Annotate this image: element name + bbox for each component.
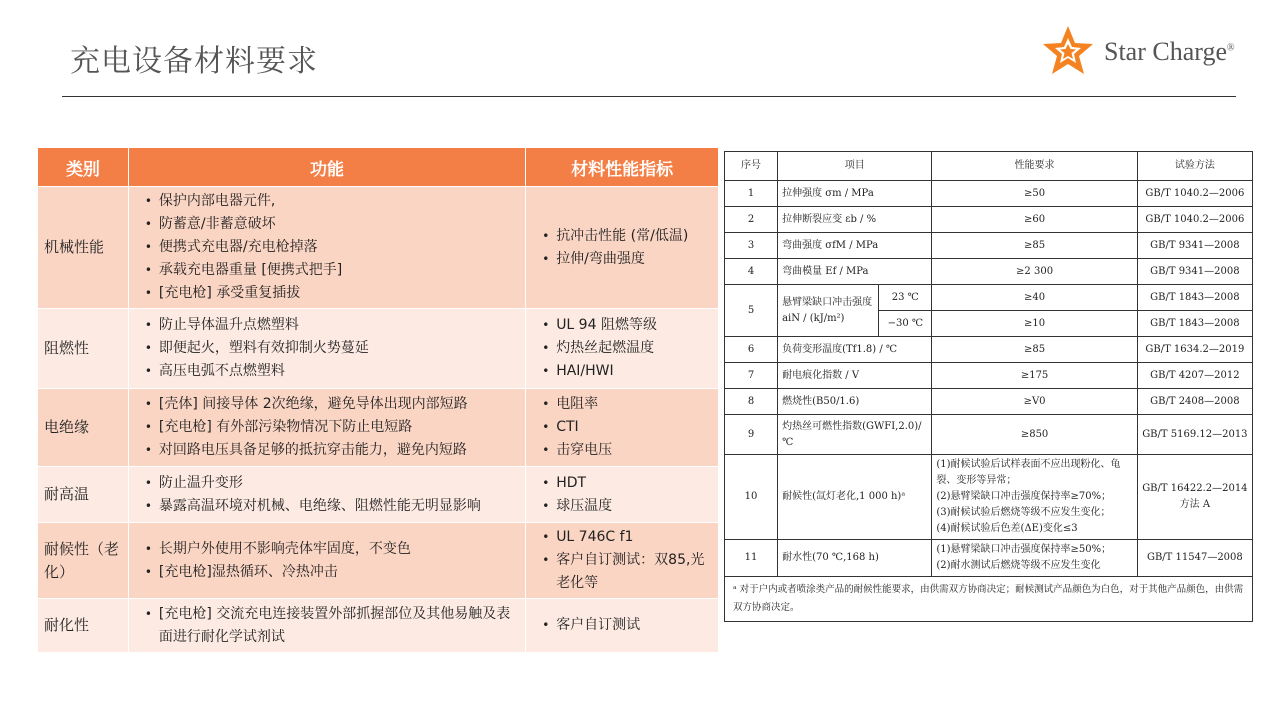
row-number: 11 (725, 540, 778, 577)
standard-spec-table (724, 151, 1253, 622)
list-item: • 承载充电器重量 [便携式把手] (145, 259, 519, 282)
list-item: • 客户自订测试：双85,光老化等 (542, 549, 712, 595)
requirement-cell: ≥60 (932, 207, 1137, 233)
method-cell: GB/T 1843—2008 (1137, 285, 1252, 311)
list-item: • 防止温升变形 (145, 472, 519, 495)
list-item: • [充电枪] 承受重复插拔 (145, 282, 519, 305)
indicator-cell (526, 467, 719, 523)
table-row (725, 415, 1253, 455)
method-cell: GB/T 1843—2008 (1137, 311, 1252, 337)
item-cell: 拉伸强度 σm / MPa (778, 181, 932, 207)
condition-cell: 23 ℃ (879, 285, 932, 311)
list-item: • 球压温度 (542, 495, 712, 518)
list-item: • 拉伸/弯曲强度 (542, 248, 712, 271)
item-cell: 灼热丝可燃性指数(GWFI,2.0)/℃ (778, 415, 932, 455)
table-row (38, 523, 719, 599)
item-cell: 耐电痕化指数 / V (778, 363, 932, 389)
header-indicator: 材料性能指标 (526, 148, 719, 187)
indicator-cell (526, 523, 719, 599)
method-cell: GB/T 5169.12—2013 (1137, 415, 1252, 455)
table-row (725, 577, 1253, 622)
table-row (725, 337, 1253, 363)
list-item: • [壳体] 间接导体 2次绝缘，避免导体出现内部短路 (145, 393, 519, 416)
header-method: 试验方法 (1137, 152, 1252, 181)
requirement-cell: ≥850 (932, 415, 1137, 455)
requirement-line: (2)耐水测试后燃烧等级不应发生变化 (936, 560, 1101, 571)
list-item: • 灼热丝起燃温度 (542, 337, 712, 360)
category-cell: 耐化性 (38, 599, 129, 653)
function-cell (128, 523, 525, 599)
requirement-line: (2)悬臂梁缺口冲击强度保持率≥70%； (936, 491, 1112, 502)
row-number: 8 (725, 389, 778, 415)
table-row (725, 207, 1253, 233)
table-row (38, 187, 719, 309)
requirement-line: (3)耐候试验后燃烧等级不应发生变化； (936, 507, 1111, 518)
list-item: • CTI (542, 416, 712, 439)
list-item: • [充电枪]湿热循环、冷热冲击 (145, 561, 519, 584)
method-cell: GB/T 4207—2012 (1137, 363, 1252, 389)
function-cell (128, 389, 525, 467)
requirement-cell: ≥2 300 (932, 259, 1137, 285)
row-number: 1 (725, 181, 778, 207)
requirement-cell: ≥85 (932, 337, 1137, 363)
method-cell: GB/T 1040.2—2006 (1137, 181, 1252, 207)
list-item: • 抗冲击性能 (常/低温) (542, 225, 712, 248)
list-item: • HAI/HWI (542, 360, 712, 383)
function-cell (128, 467, 525, 523)
row-number: 2 (725, 207, 778, 233)
list-item: • UL 746C f1 (542, 526, 712, 549)
method-cell: GB/T 11547—2008 (1137, 540, 1252, 577)
method-cell (1137, 455, 1252, 540)
indicator-cell (526, 389, 719, 467)
list-item: • 即便起火，塑料有效抑制火势蔓延 (145, 337, 519, 360)
table-row (725, 259, 1253, 285)
table-row (38, 389, 719, 467)
method-line: GB/T 16422.2—2014 (1142, 483, 1248, 494)
list-item: • 暴露高温环境对机械、电绝缘、阻燃性能无明显影响 (145, 495, 519, 518)
table-row (38, 599, 719, 653)
category-cell: 电绝缘 (38, 389, 129, 467)
method-cell: GB/T 1040.2—2006 (1137, 207, 1252, 233)
row-number: 3 (725, 233, 778, 259)
table-row (725, 181, 1253, 207)
table-row (725, 363, 1253, 389)
list-item: • 防止导体温升点燃塑料 (145, 314, 519, 337)
requirement-line: (4)耐候试验后色差(ΔE)变化≤3 (936, 523, 1078, 534)
brand-name: Star Charge® (1104, 37, 1235, 66)
row-number: 4 (725, 259, 778, 285)
method-line: 方法 A (1179, 499, 1211, 510)
indicator-cell (526, 309, 719, 389)
item-cell: 耐候性(氙灯老化,1 000 h)ᵃ (778, 455, 932, 540)
table-footnote: ᵃ 对于户内或者喷涂类产品的耐候性能要求，由供需双方协商决定；耐候测试产品颜色为白色，对于其他产品颜色，由供需双方协商决定。 (725, 577, 1253, 622)
method-cell: GB/T 9341—2008 (1137, 233, 1252, 259)
table-row (725, 285, 1253, 311)
method-cell: GB/T 2408—2008 (1137, 389, 1252, 415)
category-cell: 耐候性（老化） (38, 523, 129, 599)
list-item: • 电阻率 (542, 393, 712, 416)
requirement-cell: ≥85 (932, 233, 1137, 259)
function-cell (128, 599, 525, 653)
requirement-cell (932, 540, 1137, 577)
header-function: 功能 (128, 148, 525, 187)
table-row (725, 389, 1253, 415)
method-cell: GB/T 9341—2008 (1137, 259, 1252, 285)
table-row (725, 540, 1253, 577)
title-divider (62, 96, 1236, 97)
header-category: 类别 (38, 148, 129, 187)
category-cell: 机械性能 (38, 187, 129, 309)
header-item: 项目 (778, 152, 932, 181)
list-item: • 客户自订测试 (542, 614, 712, 637)
indicator-cell (526, 599, 719, 653)
list-item: • 防蓄意/非蓄意破坏 (145, 213, 519, 236)
brand-logo (1040, 24, 1235, 80)
requirement-cell (932, 455, 1137, 540)
requirement-line: (1)悬臂梁缺口冲击强度保持率≥50%； (936, 544, 1112, 555)
item-cell: 燃烧性(B50/1.6) (778, 389, 932, 415)
item-cell: 弯曲模量 Ef / MPa (778, 259, 932, 285)
table-row (725, 233, 1253, 259)
table-row (38, 467, 719, 523)
list-item: • 保护内部电器元件, (145, 190, 519, 213)
list-item: • UL 94 阻燃等级 (542, 314, 712, 337)
row-number: 10 (725, 455, 778, 540)
list-item: • 击穿电压 (542, 439, 712, 462)
star-logo-icon (1040, 24, 1096, 80)
category-cell: 阻燃性 (38, 309, 129, 389)
requirement-line: (1)耐候试验后试样表面不应出现粉化、龟裂、变形等异常； (936, 459, 1121, 486)
method-cell: GB/T 1634.2—2019 (1137, 337, 1252, 363)
table-row (38, 309, 719, 389)
indicator-cell (526, 187, 719, 309)
requirement-cell: ≥10 (932, 311, 1137, 337)
row-number: 6 (725, 337, 778, 363)
item-cell: 拉伸断裂应变 εb / % (778, 207, 932, 233)
row-number: 7 (725, 363, 778, 389)
category-cell: 耐高温 (38, 467, 129, 523)
list-item: • 便携式充电器/充电枪掉落 (145, 236, 519, 259)
item-cell: 弯曲强度 σfM / MPa (778, 233, 932, 259)
item-cell: 负荷变形温度(Tf1.8) / ℃ (778, 337, 932, 363)
list-item: • 高压电弧不点燃塑料 (145, 360, 519, 383)
item-cell: 耐水性(70 ℃,168 h) (778, 540, 932, 577)
requirement-cell: ≥V0 (932, 389, 1137, 415)
header-requirement: 性能要求 (932, 152, 1137, 181)
list-item: • 长期户外使用不影响壳体牢固度，不变色 (145, 538, 519, 561)
material-requirement-table (37, 147, 719, 653)
header-no: 序号 (725, 152, 778, 181)
row-number: 9 (725, 415, 778, 455)
item-cell: 悬臂梁缺口冲击强度 aiN / (kJ/m²) (778, 285, 879, 337)
list-item: • HDT (542, 472, 712, 495)
table-row (725, 455, 1253, 540)
requirement-cell: ≥50 (932, 181, 1137, 207)
list-item: • 对回路电压具备足够的抵抗穿击能力，避免内短路 (145, 439, 519, 462)
row-number: 5 (725, 285, 778, 337)
requirement-cell: ≥175 (932, 363, 1137, 389)
list-item: • [充电枪] 有外部污染物情况下防止电短路 (145, 416, 519, 439)
list-item: • [充电枪] 交流充电连接装置外部抓握部位及其他易触及表面进行耐化学试剂试 (145, 603, 519, 649)
requirement-cell: ≥40 (932, 285, 1137, 311)
condition-cell: −30 ℃ (879, 311, 932, 337)
function-cell (128, 187, 525, 309)
function-cell (128, 309, 525, 389)
page-title: 充电设备材料要求 (70, 44, 318, 79)
